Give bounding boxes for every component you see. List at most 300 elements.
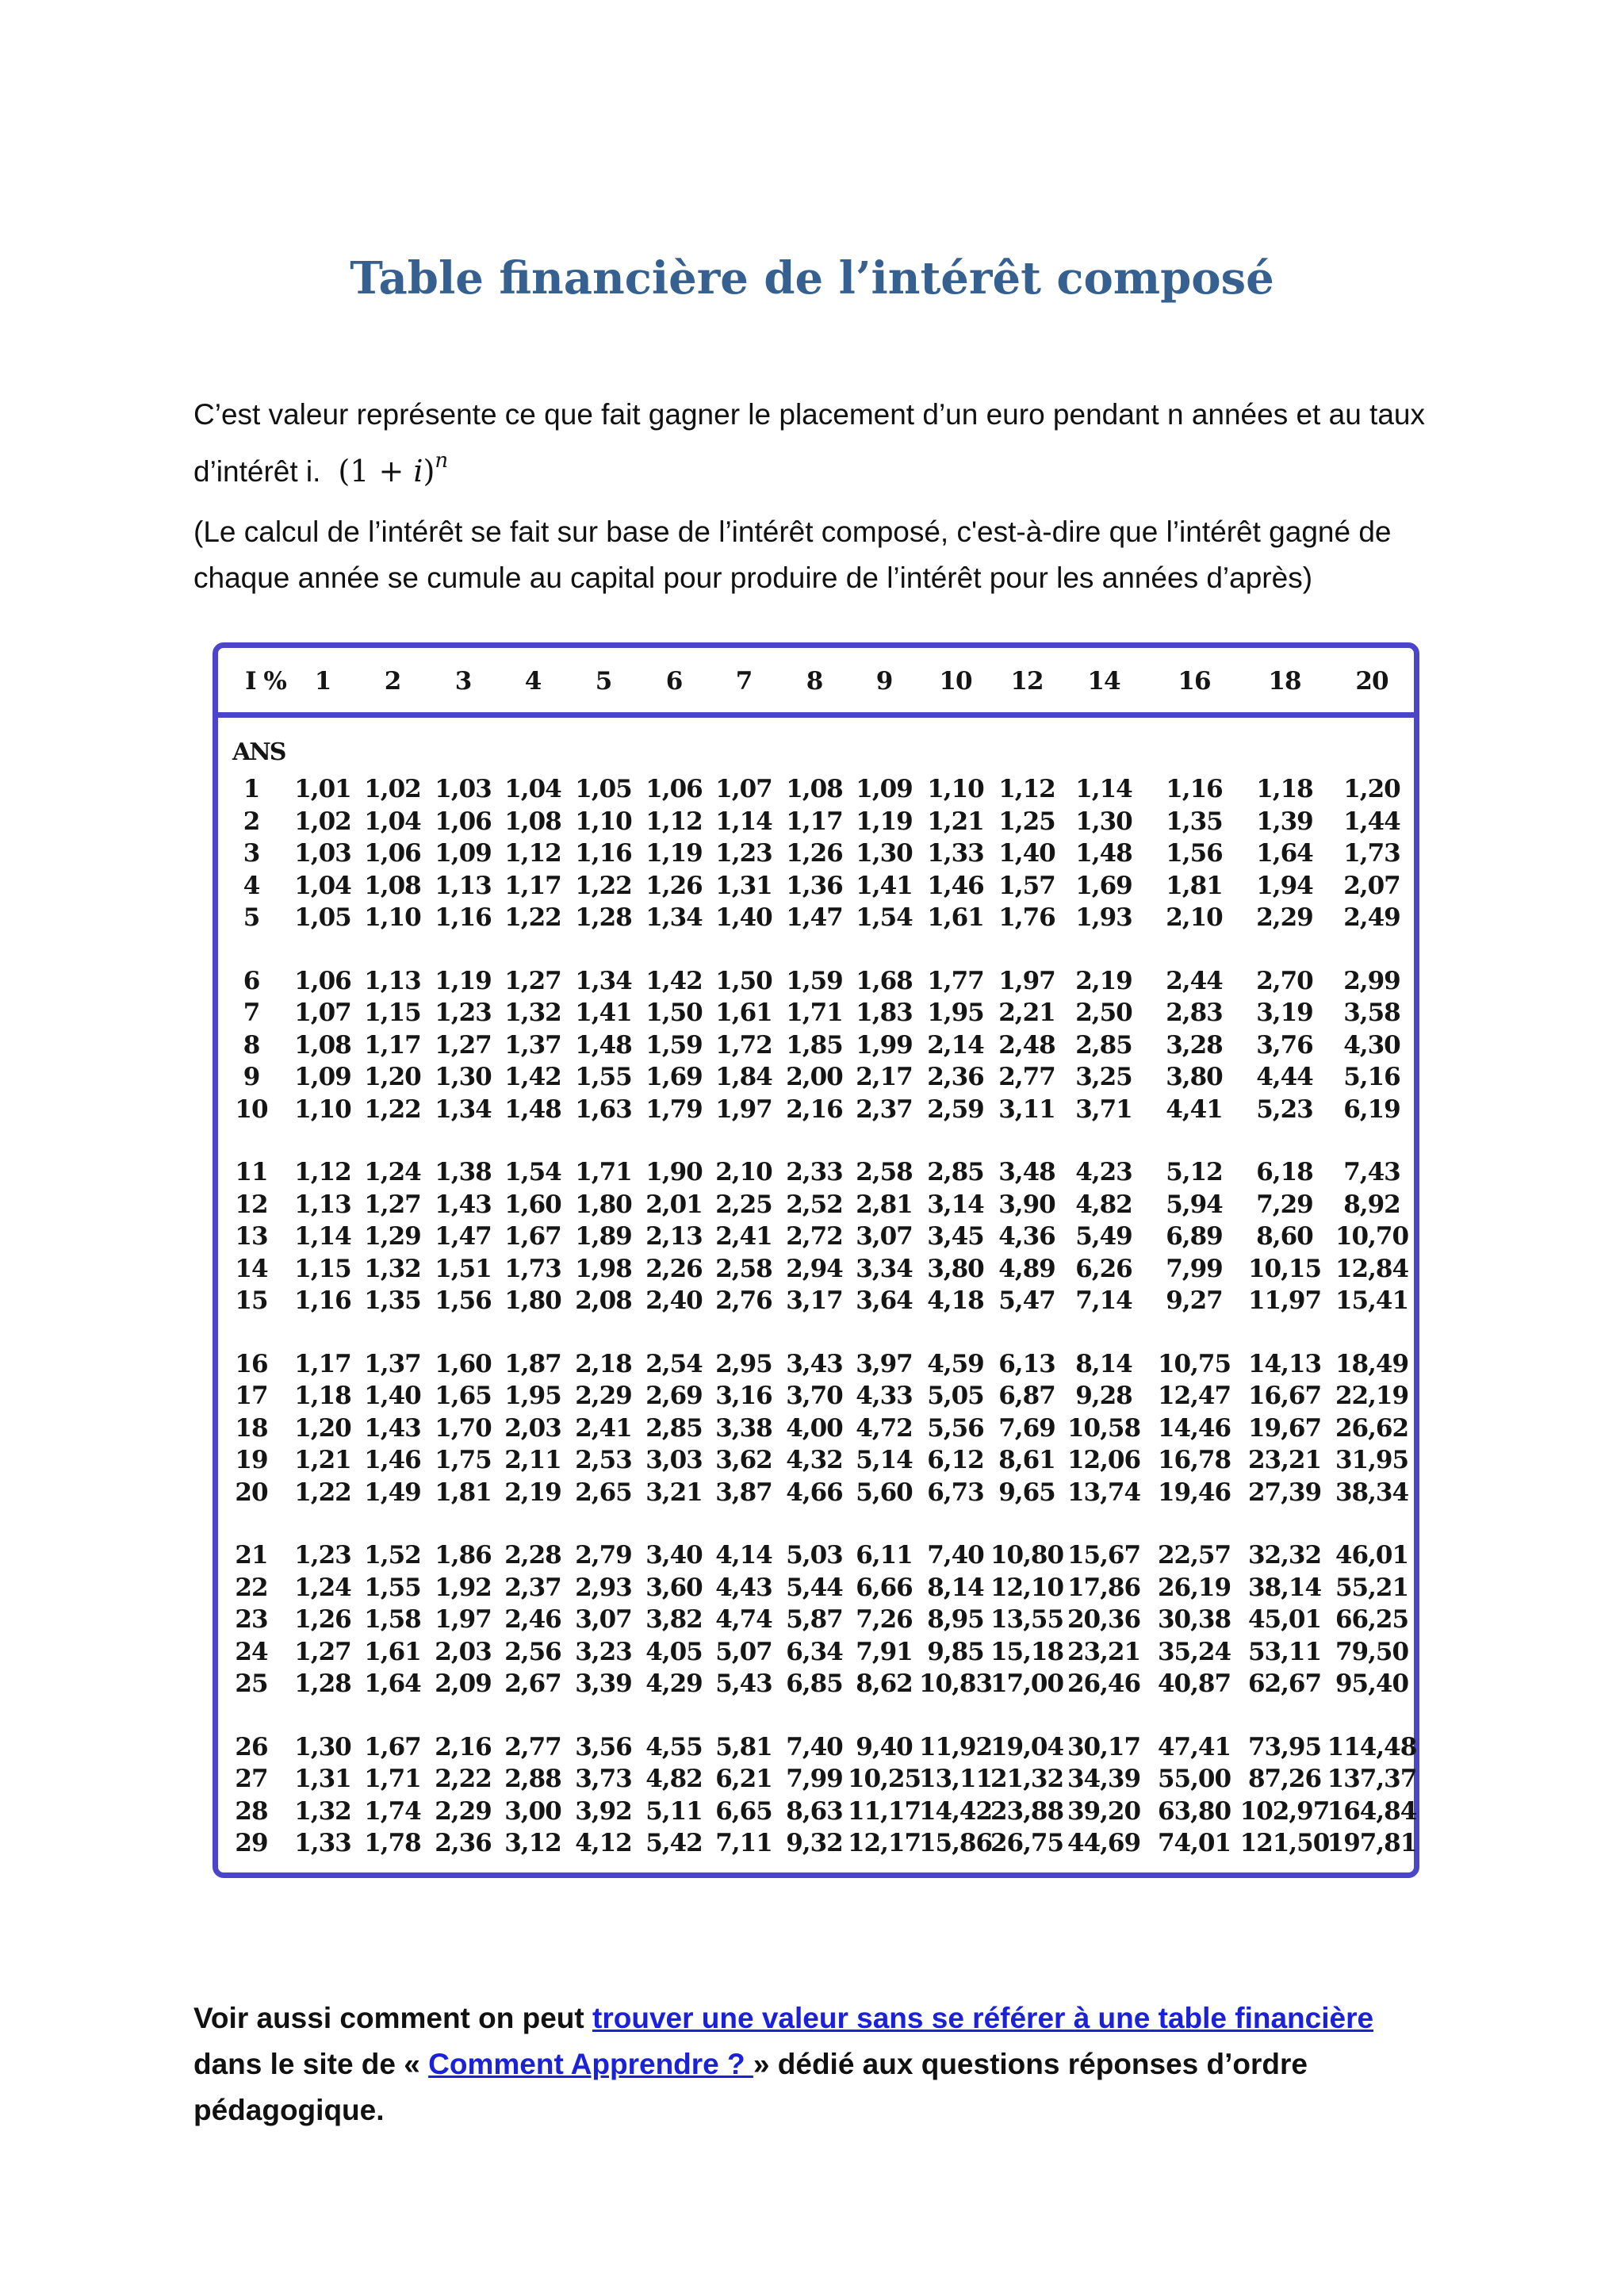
table-cell: 1,26 <box>294 1605 351 1634</box>
table-cell: 3,43 <box>786 1349 843 1378</box>
table-cell: 2,88 <box>504 1765 561 1793</box>
year-label: 28 <box>235 1796 268 1826</box>
rate-header-12: 12 <box>1010 667 1044 696</box>
comment-apprendre-link[interactable]: Comment Apprendre ? <box>428 2048 753 2080</box>
table-cell: 6,34 <box>786 1637 843 1666</box>
year-label: 27 <box>235 1765 268 1793</box>
table-cell: 2,85 <box>645 1413 703 1443</box>
table-cell: 6,11 <box>856 1541 913 1570</box>
table-cell: 3,07 <box>856 1222 913 1251</box>
table-cell: 2,72 <box>786 1222 843 1251</box>
table-cell: 2,50 <box>1075 999 1132 1027</box>
table-cell: 1,27 <box>435 1030 492 1060</box>
table-cell: 1,16 <box>435 903 492 932</box>
intro-paragraph <box>193 392 1446 495</box>
table-cell: 1,86 <box>435 1541 492 1570</box>
table-cell: 1,06 <box>294 966 351 995</box>
page-title: Table financière de l’intérêt composé <box>350 252 1274 305</box>
table-cell: 1,07 <box>715 775 772 803</box>
rate-header-row <box>218 648 1414 718</box>
table-cell: 3,00 <box>504 1796 561 1826</box>
formula-close: ) <box>423 454 435 489</box>
table-cell: 16,67 <box>1247 1382 1322 1410</box>
table-cell: 2,85 <box>1075 1030 1132 1060</box>
table-cell: 1,70 <box>435 1413 492 1443</box>
year-label: 14 <box>235 1254 268 1283</box>
table-cell: 15,86 <box>918 1829 993 1857</box>
table-cell: 7,11 <box>715 1829 772 1857</box>
table-cell: 62,67 <box>1247 1669 1322 1698</box>
table-cell: 1,28 <box>294 1669 351 1698</box>
table-cell: 4,82 <box>1075 1190 1132 1219</box>
rate-header-10: 10 <box>939 667 972 696</box>
table-cell: 13,74 <box>1067 1478 1141 1507</box>
rate-header-3: 3 <box>454 667 472 696</box>
table-cell: 30,17 <box>1067 1732 1141 1761</box>
table-cell: 1,08 <box>364 871 421 900</box>
table-cell: 63,80 <box>1157 1796 1231 1826</box>
table-cell: 3,58 <box>1343 999 1400 1027</box>
table-cell: 1,40 <box>998 839 1055 868</box>
table-cell: 1,24 <box>294 1573 351 1602</box>
table-cell: 1,60 <box>504 1190 561 1219</box>
table-cell: 1,81 <box>435 1478 492 1507</box>
table-cell: 3,97 <box>856 1349 913 1378</box>
table-cell: 2,69 <box>645 1382 703 1410</box>
table-cell: 26,19 <box>1157 1573 1231 1602</box>
table-cell: 55,21 <box>1335 1573 1409 1602</box>
table-cell: 55,00 <box>1157 1765 1231 1793</box>
table-cell: 1,04 <box>364 807 421 836</box>
rate-header-20: 20 <box>1355 667 1388 696</box>
table-cell: 46,01 <box>1335 1541 1409 1570</box>
table-cell: 1,61 <box>715 999 772 1027</box>
table-cell: 2,10 <box>715 1158 772 1186</box>
table-cell: 7,26 <box>856 1605 913 1634</box>
table-cell: 5,16 <box>1343 1063 1400 1091</box>
table-cell: 3,71 <box>1075 1094 1132 1124</box>
table-cell: 1,36 <box>786 871 843 900</box>
table-cell: 1,44 <box>1343 807 1400 836</box>
table-cell: 9,27 <box>1166 1286 1223 1315</box>
table-cell: 4,23 <box>1075 1158 1132 1186</box>
table-cell: 1,37 <box>504 1030 561 1060</box>
table-cell: 1,50 <box>645 999 703 1027</box>
table-cell: 3,07 <box>575 1605 632 1634</box>
table-cell: 1,42 <box>645 966 703 995</box>
explanation-paragraph: (Le calcul de l’intérêt se fait sur base de l’intérêt composé, c'est-à-dire que l’intérêt gagné de chaque année se cumule au capital pour produire de l’intérêt pour les années d’après) <box>193 516 1392 594</box>
table-cell: 6,89 <box>1166 1222 1223 1251</box>
table-cell: 4,72 <box>856 1413 913 1443</box>
table-cell: 1,02 <box>364 775 421 803</box>
table-cell: 2,48 <box>998 1030 1055 1060</box>
table-cell: 1,47 <box>786 903 843 932</box>
table-cell: 3,48 <box>998 1158 1055 1186</box>
find-value-link[interactable]: trouver une valeur sans se référer à une table financière <box>592 2002 1374 2034</box>
year-label: 21 <box>235 1541 268 1570</box>
corner-rate-label: I % <box>245 667 286 696</box>
table-cell: 3,56 <box>575 1732 632 1761</box>
year-label: 3 <box>243 839 260 868</box>
table-cell: 7,14 <box>1075 1286 1132 1315</box>
table-cell: 2,54 <box>645 1349 703 1378</box>
table-cell: 3,62 <box>715 1446 772 1474</box>
table-cell: 2,37 <box>504 1573 561 1602</box>
table-cell: 10,58 <box>1067 1413 1141 1443</box>
table-cell: 1,23 <box>715 839 772 868</box>
table-cell: 1,26 <box>786 839 843 868</box>
table-cell: 12,17 <box>847 1829 921 1857</box>
table-cell: 27,39 <box>1247 1478 1322 1507</box>
table-cell: 6,85 <box>786 1669 843 1698</box>
table-cell: 1,93 <box>1075 903 1132 932</box>
table-cell: 26,62 <box>1335 1413 1409 1443</box>
year-label: 23 <box>235 1605 268 1634</box>
table-cell: 2,58 <box>715 1254 772 1283</box>
table-cell: 1,95 <box>504 1382 561 1410</box>
table-cell: 1,04 <box>294 871 351 900</box>
table-cell: 2,10 <box>1166 903 1223 932</box>
table-cell: 7,29 <box>1256 1190 1313 1219</box>
table-cell: 1,21 <box>294 1446 351 1474</box>
table-cell: 1,16 <box>575 839 632 868</box>
year-label: 2 <box>243 807 260 836</box>
table-cell: 1,09 <box>435 839 492 868</box>
table-cell: 1,13 <box>364 966 421 995</box>
table-cell: 12,84 <box>1335 1254 1409 1283</box>
table-cell: 2,01 <box>645 1190 703 1219</box>
table-cell: 74,01 <box>1157 1829 1231 1857</box>
table-cell: 6,73 <box>927 1478 984 1507</box>
table-cell: 2,76 <box>715 1286 772 1315</box>
table-cell: 1,38 <box>435 1158 492 1186</box>
table-cell: 22,19 <box>1335 1382 1409 1410</box>
table-cell: 1,37 <box>364 1349 421 1378</box>
table-cell: 1,31 <box>715 871 772 900</box>
table-cell: 5,81 <box>715 1732 772 1761</box>
table-cell: 1,18 <box>1256 775 1313 803</box>
table-cell: 1,59 <box>786 966 843 995</box>
table-cell: 1,17 <box>364 1030 421 1060</box>
table-cell: 1,35 <box>364 1286 421 1315</box>
table-cell: 10,25 <box>847 1765 921 1793</box>
table-cell: 1,55 <box>575 1063 632 1091</box>
table-cell: 2,44 <box>1166 966 1223 995</box>
table-cell: 1,10 <box>575 807 632 836</box>
table-cell: 5,23 <box>1256 1094 1313 1124</box>
table-cell: 3,03 <box>645 1446 703 1474</box>
table-cell: 26,75 <box>990 1829 1064 1857</box>
table-cell: 1,43 <box>435 1190 492 1219</box>
footer-text-3: » dédié aux questions réponses d’ordre pédagogique. <box>193 2048 1308 2126</box>
table-cell: 1,03 <box>294 839 351 868</box>
table-cell: 18,49 <box>1335 1349 1409 1378</box>
table-cell: 1,14 <box>715 807 772 836</box>
table-cell: 1,17 <box>786 807 843 836</box>
intro-text: C’est valeur représente ce que fait gagner le placement d’un euro pendant n années et au taux d’intérêt i. <box>193 398 1425 488</box>
table-cell: 19,67 <box>1247 1413 1322 1443</box>
year-label: 24 <box>235 1637 268 1666</box>
table-cell: 2,83 <box>1166 999 1223 1027</box>
table-cell: 2,33 <box>786 1158 843 1186</box>
table-cell: 31,95 <box>1335 1446 1409 1474</box>
years-label: ANS <box>232 738 285 766</box>
table-cell: 9,32 <box>786 1829 843 1857</box>
table-cell: 1,43 <box>364 1413 421 1443</box>
table-cell: 1,20 <box>364 1063 421 1091</box>
table-cell: 15,67 <box>1067 1541 1141 1570</box>
table-cell: 1,99 <box>856 1030 913 1060</box>
table-cell: 137,37 <box>1327 1765 1417 1793</box>
table-cell: 1,84 <box>715 1063 772 1091</box>
year-label: 13 <box>235 1222 268 1251</box>
table-cell: 2,16 <box>435 1732 492 1761</box>
table-cell: 4,36 <box>998 1222 1055 1251</box>
table-cell: 4,89 <box>998 1254 1055 1283</box>
table-cell: 7,43 <box>1343 1158 1400 1186</box>
table-cell: 1,32 <box>504 999 561 1027</box>
table-cell: 11,17 <box>847 1796 921 1826</box>
table-cell: 2,22 <box>435 1765 492 1793</box>
table-cell: 1,42 <box>504 1063 561 1091</box>
table-cell: 1,02 <box>294 807 351 836</box>
table-cell: 12,47 <box>1157 1382 1231 1410</box>
table-cell: 2,59 <box>927 1094 984 1124</box>
table-cell: 3,23 <box>575 1637 632 1666</box>
table-cell: 1,64 <box>1256 839 1313 868</box>
table-cell: 45,01 <box>1247 1605 1322 1634</box>
table-cell: 1,34 <box>645 903 703 932</box>
table-cell: 2,67 <box>504 1669 561 1698</box>
table-cell: 1,47 <box>435 1222 492 1251</box>
table-cell: 4,59 <box>927 1349 984 1378</box>
year-label: 26 <box>235 1732 268 1761</box>
table-cell: 8,63 <box>786 1796 843 1826</box>
table-cell: 3,70 <box>786 1382 843 1410</box>
table-cell: 30,38 <box>1157 1605 1231 1634</box>
table-cell: 9,40 <box>856 1732 913 1761</box>
table-cell: 1,14 <box>1075 775 1132 803</box>
table-cell: 1,32 <box>294 1796 351 1826</box>
table-cell: 2,13 <box>645 1222 703 1251</box>
table-cell: 1,30 <box>1075 807 1132 836</box>
table-cell: 19,46 <box>1157 1478 1231 1507</box>
table-cell: 1,89 <box>575 1222 632 1251</box>
table-cell: 1,05 <box>575 775 632 803</box>
table-cell: 3,17 <box>786 1286 843 1315</box>
table-cell: 15,41 <box>1335 1286 1409 1315</box>
table-cell: 2,17 <box>856 1063 913 1091</box>
table-cell: 5,03 <box>786 1541 843 1570</box>
table-cell: 1,19 <box>856 807 913 836</box>
table-cell: 1,76 <box>998 903 1055 932</box>
table-cell: 23,88 <box>990 1796 1064 1826</box>
table-cell: 13,11 <box>918 1765 993 1793</box>
table-cell: 2,52 <box>786 1190 843 1219</box>
table-cell: 4,74 <box>715 1605 772 1634</box>
table-cell: 1,79 <box>645 1094 703 1124</box>
table-cell: 4,05 <box>645 1637 703 1666</box>
rate-header-7: 7 <box>735 667 753 696</box>
table-cell: 1,48 <box>575 1030 632 1060</box>
table-cell: 79,50 <box>1335 1637 1409 1666</box>
year-label: 22 <box>235 1573 268 1602</box>
table-cell: 6,12 <box>927 1446 984 1474</box>
table-cell: 2,03 <box>504 1413 561 1443</box>
compound-interest-table <box>213 642 1419 1878</box>
table-cell: 1,07 <box>294 999 351 1027</box>
year-label: 12 <box>235 1190 268 1219</box>
table-cell: 1,81 <box>1166 871 1223 900</box>
table-cell: 38,34 <box>1335 1478 1409 1507</box>
table-cell: 1,24 <box>364 1158 421 1186</box>
year-label: 17 <box>235 1382 268 1410</box>
year-label: 4 <box>243 871 260 900</box>
table-cell: 1,49 <box>364 1478 421 1507</box>
table-cell: 3,25 <box>1075 1063 1132 1091</box>
table-cell: 1,56 <box>1166 839 1223 868</box>
table-cell: 47,41 <box>1157 1732 1231 1761</box>
table-cell: 1,12 <box>998 775 1055 803</box>
table-cell: 1,05 <box>294 903 351 932</box>
table-cell: 6,87 <box>998 1382 1055 1410</box>
table-cell: 1,30 <box>294 1732 351 1761</box>
see-also-paragraph <box>193 1995 1446 2133</box>
table-cell: 1,08 <box>786 775 843 803</box>
table-cell: 4,43 <box>715 1573 772 1602</box>
table-cell: 1,95 <box>927 999 984 1027</box>
table-cell: 1,30 <box>435 1063 492 1091</box>
table-cell: 2,08 <box>575 1286 632 1315</box>
table-cell: 22,57 <box>1157 1541 1231 1570</box>
table-cell: 2,29 <box>1256 903 1313 932</box>
table-cell: 5,12 <box>1166 1158 1223 1186</box>
table-cell: 1,51 <box>435 1254 492 1283</box>
table-cell: 6,66 <box>856 1573 913 1602</box>
table-cell: 1,06 <box>645 775 703 803</box>
table-cell: 14,46 <box>1157 1413 1231 1443</box>
table-cell: 1,16 <box>294 1286 351 1315</box>
table-cell: 2,65 <box>575 1478 632 1507</box>
table-cell: 1,22 <box>294 1478 351 1507</box>
table-cell: 164,84 <box>1327 1796 1417 1826</box>
table-cell: 15,18 <box>990 1637 1064 1666</box>
table-cell: 2,56 <box>504 1637 561 1666</box>
table-cell: 1,97 <box>435 1605 492 1634</box>
table-cell: 3,64 <box>856 1286 913 1315</box>
table-cell: 1,25 <box>998 807 1055 836</box>
table-cell: 39,20 <box>1067 1796 1141 1826</box>
rate-header-2: 2 <box>384 667 401 696</box>
table-cell: 4,30 <box>1343 1030 1400 1060</box>
table-cell: 1,41 <box>575 999 632 1027</box>
table-cell: 7,91 <box>856 1637 913 1666</box>
year-label: 29 <box>235 1829 268 1857</box>
table-cell: 1,33 <box>294 1829 351 1857</box>
table-cell: 44,69 <box>1067 1829 1141 1857</box>
table-cell: 197,81 <box>1327 1829 1417 1857</box>
table-cell: 11,92 <box>918 1732 993 1761</box>
table-cell: 1,67 <box>504 1222 561 1251</box>
table-cell: 21,32 <box>990 1765 1064 1793</box>
table-cell: 4,18 <box>927 1286 984 1315</box>
table-cell: 1,03 <box>435 775 492 803</box>
rate-header-18: 18 <box>1268 667 1301 696</box>
table-cell: 4,32 <box>786 1446 843 1474</box>
table-cell: 40,87 <box>1157 1669 1231 1698</box>
table-cell: 1,17 <box>504 871 561 900</box>
year-label: 1 <box>243 775 260 803</box>
table-cell: 1,83 <box>856 999 913 1027</box>
table-cell: 1,59 <box>645 1030 703 1060</box>
table-cell: 1,58 <box>364 1605 421 1634</box>
table-cell: 3,19 <box>1256 999 1313 1027</box>
table-cell: 1,06 <box>364 839 421 868</box>
table-cell: 1,32 <box>364 1254 421 1283</box>
table-cell: 2,49 <box>1343 903 1400 932</box>
table-cell: 5,56 <box>927 1413 984 1443</box>
table-cell: 1,30 <box>856 839 913 868</box>
table-cell: 2,36 <box>927 1063 984 1091</box>
table-cell: 12,10 <box>990 1573 1064 1602</box>
table-cell: 2,11 <box>504 1446 561 1474</box>
table-cell: 53,11 <box>1247 1637 1322 1666</box>
table-cell: 7,69 <box>998 1413 1055 1443</box>
table-cell: 5,44 <box>786 1573 843 1602</box>
year-label: 18 <box>235 1413 268 1443</box>
table-cell: 5,07 <box>715 1637 772 1666</box>
table-cell: 1,34 <box>435 1094 492 1124</box>
table-cell: 1,04 <box>504 775 561 803</box>
table-cell: 1,72 <box>715 1030 772 1060</box>
table-cell: 4,66 <box>786 1478 843 1507</box>
table-cell: 1,69 <box>645 1063 703 1091</box>
table-cell: 1,33 <box>927 839 984 868</box>
table-cell: 2,46 <box>504 1605 561 1634</box>
table-cell: 23,21 <box>1067 1637 1141 1666</box>
table-cell: 6,19 <box>1343 1094 1400 1124</box>
table-cell: 95,40 <box>1335 1669 1409 1698</box>
table-cell: 3,39 <box>575 1669 632 1698</box>
table-cell: 1,19 <box>435 966 492 995</box>
table-cell: 1,90 <box>645 1158 703 1186</box>
table-cell: 1,29 <box>364 1222 421 1251</box>
table-cell: 3,87 <box>715 1478 772 1507</box>
table-cell: 10,75 <box>1157 1349 1231 1378</box>
table-cell: 17,86 <box>1067 1573 1141 1602</box>
table-cell: 1,21 <box>927 807 984 836</box>
table-cell: 5,94 <box>1166 1190 1223 1219</box>
table-cell: 1,46 <box>364 1446 421 1474</box>
table-cell: 1,10 <box>364 903 421 932</box>
table-cell: 66,25 <box>1335 1605 1409 1634</box>
footer-text-2: dans le site de « <box>193 2048 429 2080</box>
table-cell: 1,52 <box>364 1541 421 1570</box>
table-cell: 73,95 <box>1247 1732 1322 1761</box>
year-label: 20 <box>235 1478 268 1507</box>
table-cell: 1,92 <box>435 1573 492 1602</box>
table-cell: 2,94 <box>786 1254 843 1283</box>
table-cell: 10,83 <box>918 1669 993 1698</box>
rate-header-14: 14 <box>1087 667 1120 696</box>
table-cell: 1,68 <box>856 966 913 995</box>
table-cell: 1,50 <box>715 966 772 995</box>
year-label: 10 <box>235 1094 268 1124</box>
table-cell: 5,05 <box>927 1382 984 1410</box>
year-label: 11 <box>235 1158 268 1186</box>
rate-header-8: 8 <box>806 667 823 696</box>
table-cell: 1,73 <box>1343 839 1400 868</box>
